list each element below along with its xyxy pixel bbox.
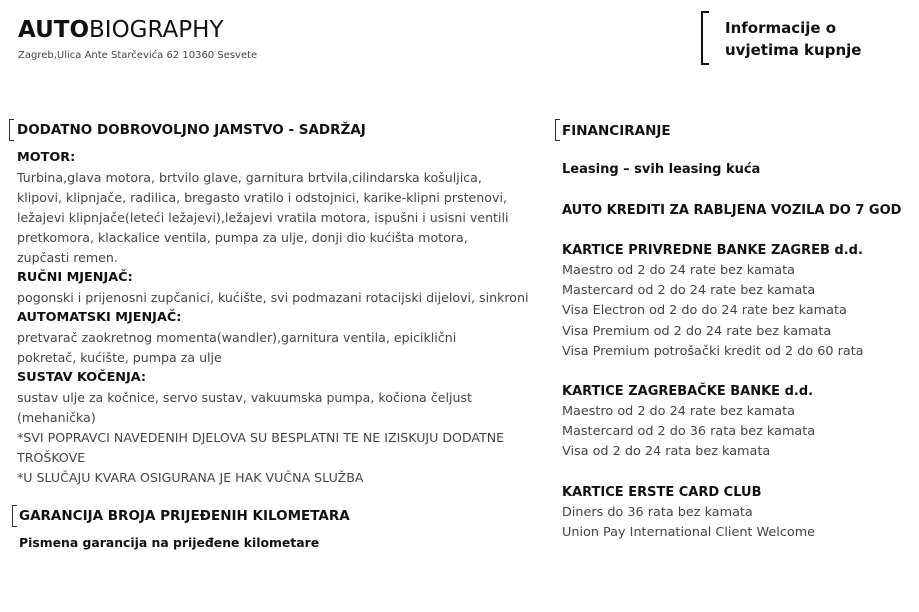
address: Zagreb,Ulica Ante Starčevića 62 10360 Sesvete bbox=[18, 50, 258, 61]
group-heading: AUTOMATSKI MJENJAČ: bbox=[17, 310, 182, 325]
bank-item: Maestro od 2 do 24 rate bez kamata bbox=[562, 263, 795, 278]
group-text: pogonski i prijenosni zupčanici, kućište, svi podmazani rotacijski dijelovi, sinkroni bbox=[17, 290, 529, 305]
bank-heading: KARTICE PRIVREDNE BANKE ZAGREB d.d. bbox=[562, 243, 863, 258]
group-text: Turbina,glava motora, brtvilo glave, garnitura brtvila,cilindarska košuljica, klipovi, klipnjače, radilica, bregasto vratilo i odstojnici, karike-klipni prstenovi, ležajevi klipnjače(leteći ležajevi),ležajevi vratila motora, ispušni i usisni ventili pretkomora, klackalice ventila, pumpa za ulje, donji dio kućišta motora, zupčasti remen. bbox=[17, 170, 509, 265]
bank-item: Visa Premium potrošački kredit od 2 do 60 rata bbox=[562, 343, 864, 359]
warranty-content bbox=[17, 148, 537, 488]
warranty-note: *SVI POPRAVCI NAVEDENIH DJELOVA SU BESPLATNI TE NE IZISKUJU DODATNE TROŠKOVE bbox=[17, 430, 505, 465]
info-title-line2: uvjetima kupnje bbox=[725, 41, 862, 59]
bank-item: Union Pay International Client Welcome bbox=[562, 525, 816, 541]
bank-heading: KARTICE ERSTE CARD CLUB bbox=[562, 485, 762, 500]
bank-item: Visa Electron od 2 do do 24 rate bez kamata bbox=[562, 303, 847, 319]
bracket-decoration bbox=[701, 11, 709, 65]
logo-light: BIOGRAPHY bbox=[89, 17, 224, 43]
bracket-decoration bbox=[9, 119, 14, 141]
financing-title: FINANCIRANJE bbox=[562, 123, 671, 139]
mileage-title: GARANCIJA BROJA PRIJEĐENIH KILOMETARA bbox=[19, 508, 350, 524]
bank-block bbox=[562, 241, 864, 362]
group-text: pretvarač zaokretnog momenta(wandler),garnitura ventila, epiciklični pokretač, kućište, pumpa za ulje bbox=[17, 330, 457, 365]
bank-block bbox=[562, 382, 815, 463]
info-title bbox=[725, 17, 861, 61]
warranty-title: DODATNO DOBROVOLJNO JAMSTVO - SADRŽAJ bbox=[17, 122, 366, 138]
credits-text: AUTO KREDITI ZA RABLJENA VOZILA DO 7 GOD bbox=[562, 203, 902, 218]
bank-item: Visa od 2 do 24 rata bez kamata bbox=[562, 444, 771, 460]
bank-item: Visa Premium od 2 do 24 rate bez kamata bbox=[562, 323, 832, 339]
bank-item: Mastercard od 2 do 24 rate bez kamata bbox=[562, 283, 816, 299]
info-title-line1: Informacije o bbox=[725, 19, 837, 37]
bank-item: Maestro od 2 do 24 rate bez kamata bbox=[562, 404, 795, 419]
bracket-decoration bbox=[12, 505, 17, 527]
bank-item: Mastercard od 2 do 36 rata bez kamata bbox=[562, 424, 816, 440]
group-heading: MOTOR: bbox=[17, 150, 76, 165]
group-text: sustav ulje za kočnice, servo sustav, vakuumska pumpa, kočiona čeljust (mehanička) bbox=[17, 390, 472, 425]
bank-block bbox=[562, 483, 815, 543]
logo-bold: AUTO bbox=[18, 17, 90, 43]
bank-heading: KARTICE ZAGREBAČKE BANKE d.d. bbox=[562, 384, 814, 399]
mileage-text: Pismena garancija na prijeđene kilometare bbox=[19, 535, 320, 550]
group-heading: SUSTAV KOČENJA: bbox=[17, 370, 147, 385]
leasing-text: Leasing – svih leasing kuća bbox=[562, 162, 761, 177]
warranty-note: *U SLUČAJU KVARA OSIGURANA JE HAK VUČNA SLUŽBA bbox=[17, 470, 364, 485]
bracket-decoration bbox=[555, 119, 560, 141]
bank-item: Diners do 36 rata bez kamata bbox=[562, 505, 753, 520]
logo bbox=[18, 17, 224, 43]
group-heading: RUČNI MJENJAČ: bbox=[17, 270, 133, 285]
